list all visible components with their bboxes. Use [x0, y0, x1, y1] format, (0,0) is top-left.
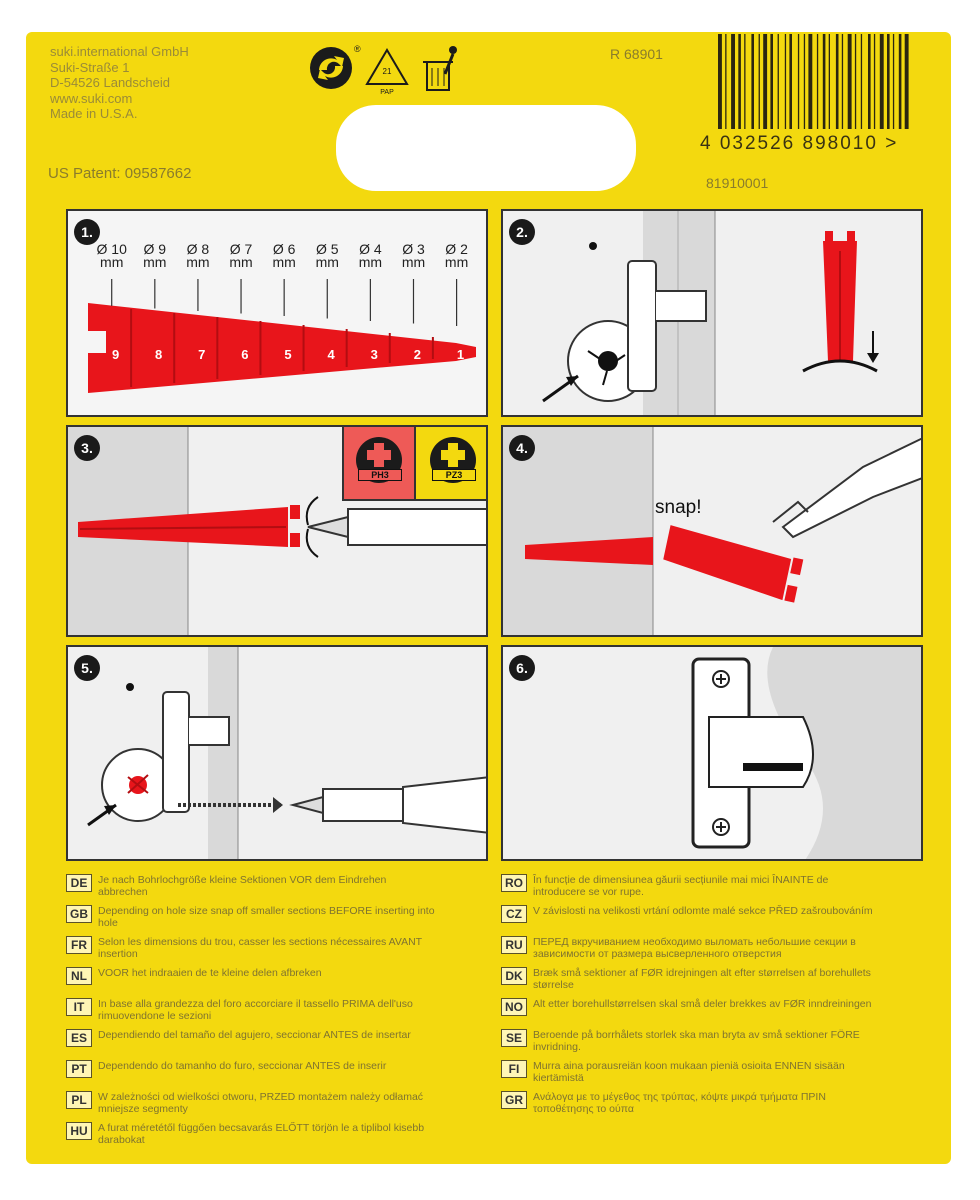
language-code: SE [501, 1029, 527, 1047]
diameter-label: Ø 5 mm [315, 241, 339, 270]
language-text: Dependiendo del tamaño del agujero, seccionar ANTES de insertar [98, 1029, 411, 1041]
language-text: Depending on hole size snap off smaller sections BEFORE inserting into hole [98, 905, 435, 929]
diameter-label: Ø 10 mm [96, 241, 127, 270]
language-code: CZ [501, 905, 527, 923]
language-row-fi [501, 1060, 873, 1084]
section-number: 4 [327, 347, 335, 362]
language-row-fr [66, 936, 438, 960]
section-number: 3 [370, 347, 378, 362]
diameter-label: Ø 6 mm [272, 241, 296, 270]
diameter-label: Ø 8 mm [186, 241, 210, 270]
screwdriver-bit [308, 517, 348, 537]
company-address [50, 44, 189, 122]
language-code: HU [66, 1122, 92, 1140]
barcode-number: 4 032526 898010 > [700, 133, 899, 154]
section-number: 2 [413, 347, 421, 362]
pliers-icon [783, 437, 923, 537]
language-text: Ανάλογα με το μέγεθος της τρύπας, κόψτε μικρά τμήματα ΠΡΙΝ τοποθέτησης το ούπα [533, 1091, 826, 1115]
barcode [716, 34, 921, 129]
language-row-ro [501, 874, 873, 898]
step-number: 2. [509, 219, 535, 245]
language-code: NL [66, 967, 92, 985]
language-text: Dependendo do tamanho do furo, seccionar ANTES de inserir [98, 1060, 387, 1072]
language-row-se [501, 1029, 873, 1053]
language-text: Beroende på borrhålets storlek ska man bryta av små sektioner FÖRE invridning. [533, 1029, 860, 1053]
hinge-plate [163, 692, 189, 812]
diameter-label: Ø 9 mm [143, 241, 167, 270]
language-row-nl [66, 967, 438, 985]
recycle-code: 21 [382, 67, 392, 76]
language-text: W zależności od wielkości otworu, PRZED montażem należy odłamać mniejsze segmenty [98, 1091, 424, 1115]
screwdriver-icon [323, 789, 403, 821]
address-line: Made in U.S.A. [50, 106, 138, 121]
dowel-broken-piece [660, 525, 804, 602]
hang-hole [336, 105, 636, 191]
language-text: Murra aina porausreiän koon mukaan pieniä osioita ENNEN sisään kiertämistä [533, 1060, 845, 1084]
recycling-icons [305, 44, 485, 103]
language-text: ПЕРЕД вкручиванием необходимо выломать небольшие секции в зависимости от размера высверленного отверстия [533, 936, 856, 960]
step-4-panel [501, 425, 923, 637]
language-code: PL [66, 1091, 92, 1109]
language-text: In base alla grandezza del foro accorciare il tassello PRIMA dell'uso rimuovendone le sezioni [98, 998, 413, 1022]
language-text: În funcție de dimensiunea găurii secțiunile mai mici ÎNAINTE de introducere se vor rupe. [533, 874, 829, 898]
language-row-ru [501, 936, 873, 960]
pozidriv-bit-box [414, 427, 488, 501]
language-text: VOOR het indraaien de te kleine delen afbreken [98, 967, 322, 979]
step-3-panel [66, 425, 488, 637]
language-row-gr [501, 1091, 873, 1115]
step-5-panel [66, 645, 488, 861]
step-6-panel [501, 645, 923, 861]
language-row-it [66, 998, 438, 1022]
language-code: GB [66, 905, 92, 923]
green-dot-icon [310, 44, 361, 89]
recycle-triangle-icon [367, 50, 407, 96]
ph-label: PH3 [358, 469, 402, 481]
language-text: Je nach Bohrlochgröße kleine Sektionen VOR dem Eindrehen abbrechen [98, 874, 387, 898]
language-code: GR [501, 1091, 527, 1109]
language-text: V závislosti na velikosti vrtání odlomte malé sekce PŘED zašroubováním [533, 905, 873, 917]
address-line: Suki-Straße 1 [50, 59, 130, 75]
language-code: RU [501, 936, 527, 954]
reference-code: R 68901 [610, 46, 663, 62]
language-code: FI [501, 1060, 527, 1078]
address-line: D-54526 Landscheid [50, 75, 170, 90]
svg-text:®: ® [354, 44, 361, 54]
step-number: 6. [509, 655, 535, 681]
language-code: PT [66, 1060, 92, 1078]
language-code: DE [66, 874, 92, 892]
language-row-de [66, 874, 438, 898]
diameter-label: Ø 2 mm [444, 241, 469, 270]
recycle-sub: PAP [380, 89, 394, 96]
language-text: Selon les dimensions du trou, casser les sections nécessaires AVANT insertion [98, 936, 422, 960]
patent-number: US Patent: 09587662 [48, 165, 192, 182]
hinge-plate [628, 261, 656, 391]
diameter-label: Ø 4 mm [358, 241, 383, 270]
language-row-hu [66, 1122, 438, 1146]
language-code: FR [66, 936, 92, 954]
language-code: IT [66, 998, 92, 1016]
section-number: 6 [241, 347, 249, 362]
section-number: 9 [111, 347, 120, 362]
phillips-bit-box [342, 427, 416, 501]
language-code: DK [501, 967, 527, 985]
article-number: 81910001 [706, 175, 769, 191]
step-number: 1. [74, 219, 100, 245]
step-1-panel [66, 209, 488, 417]
snap-label: snap! [655, 497, 702, 518]
step-2-panel [501, 209, 923, 417]
language-code: RO [501, 874, 527, 892]
language-row-pl [66, 1091, 438, 1115]
language-row-no [501, 998, 873, 1016]
language-code: NO [501, 998, 527, 1016]
step-number: 4. [509, 435, 535, 461]
pz-label: PZ3 [432, 469, 476, 481]
section-number: 8 [155, 347, 163, 362]
language-text: Alt etter borehullstørrelsen skal små deler brekkes av FØR inndreiningen [533, 998, 872, 1010]
language-row-pt [66, 1060, 438, 1078]
address-line: suki.international GmbH [50, 44, 189, 59]
dowel-vertical [823, 231, 857, 361]
trash-bin-icon [423, 46, 457, 90]
address-line: www.suki.com [50, 90, 133, 106]
language-row-gb [66, 905, 438, 929]
section-number: 1 [456, 347, 465, 362]
language-row-dk [501, 967, 873, 991]
language-text: Bræk små sektioner af FØR idrejningen alt efter størrelsen af borehullets størrelse [533, 967, 871, 991]
language-row-es [66, 1029, 438, 1047]
language-row-cz [501, 905, 873, 923]
diameter-label: Ø 7 mm [229, 241, 253, 270]
section-number: 5 [284, 347, 292, 362]
section-number: 7 [198, 347, 206, 362]
language-text: A furat méretétől függően becsavarás ELŐTT törjön le a tiplibol kisebb darabokat [98, 1122, 425, 1146]
language-code: ES [66, 1029, 92, 1047]
diameter-label: Ø 3 mm [401, 241, 426, 270]
step-number: 5. [74, 655, 100, 681]
step-number: 3. [74, 435, 100, 461]
